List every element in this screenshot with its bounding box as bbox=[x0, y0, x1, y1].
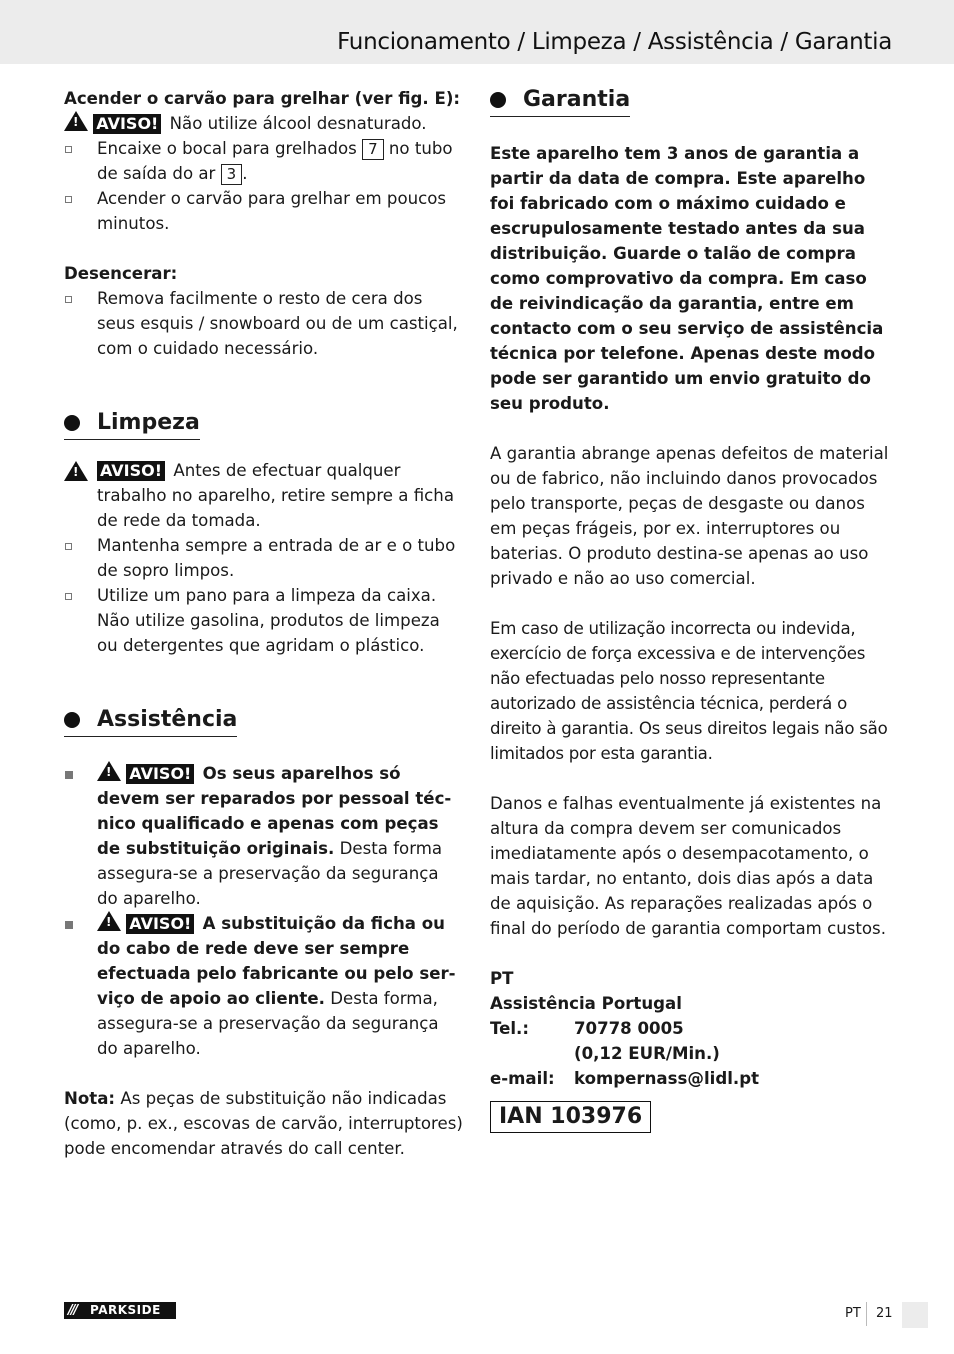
section-heading-assistencia bbox=[64, 706, 237, 737]
assistencia-item2-bold: A substituição da ficha ou do cabo de rede deve ser sempre efectuada pelo fabricante ou pelo serviço de apoio ao cliente. bbox=[97, 914, 456, 1008]
nota-text: As peças de substituição não indicadas (como, p. ex., escovas de carvão, interruptores) pode encomendar através do call center. bbox=[64, 1089, 463, 1158]
limpeza-item2-text: Utilize um pano para a limpeza da caixa. Não utilize gasolina, produtos de limpeza ou detergentes que agridam o plástico. bbox=[97, 586, 440, 655]
charcoal-step2-text: Acender o carvão para grelhar em poucos minutos. bbox=[97, 189, 447, 233]
tel-rate: (0,12 EUR/Min.) bbox=[574, 1044, 720, 1063]
garantia-para2: Em caso de utilização incorrecta ou indevida, exercício de força excessiva e de intervenções não efectuadas pelo nosso representante autorizado de assistência técnica, perderá o direito à garantia. Os seus direitos legais não são limitados por esta garantia. bbox=[490, 619, 888, 763]
dewax-heading: Desencerar: bbox=[64, 264, 178, 283]
section-title: Limpeza bbox=[97, 410, 200, 435]
checkbox-bullet-icon bbox=[65, 196, 72, 203]
garantia-para1: A garantia abrange apenas defeitos de material ou de fabrico, não incluindo danos provocados pelo transporte, peças de desgaste ou danos em peças frágeis, por ex. interruptores ou baterias. O produto destina-se apenas ao uso privado e não ao uso comercial. bbox=[490, 444, 889, 588]
charcoal-step1-text-c: . bbox=[242, 164, 248, 183]
contact-service: Assistência Portugal bbox=[490, 994, 682, 1013]
warning-triangle-icon bbox=[64, 461, 88, 481]
contact-email-row bbox=[490, 1066, 894, 1091]
footer-tab-marker bbox=[902, 1302, 928, 1328]
list-item bbox=[64, 186, 464, 236]
charcoal-step1-text-b: no tubo de saída do ar bbox=[97, 139, 453, 183]
dewax-item-text: Remova facilmente o resto de cera dos seus esquis / snowboard ou de um castiçal, com o cuidado necessário. bbox=[97, 289, 458, 358]
assistencia-item1-text: Desta forma assegura-se a preservação da segurança do aparelho. bbox=[97, 839, 443, 908]
checkbox-bullet-icon bbox=[65, 593, 72, 600]
limpeza-warning-text: Antes de efectuar qualquer trabalho no aparelho, retire sempre a ficha de rede da tomada. bbox=[97, 461, 454, 530]
list-item bbox=[64, 286, 464, 361]
warning-triangle-icon bbox=[97, 761, 121, 781]
warning-label: AVISO! bbox=[97, 461, 165, 481]
charcoal-step1-text-a: Encaixe o bocal para grelhados bbox=[97, 139, 357, 158]
bullet-dot-icon bbox=[490, 92, 506, 108]
logo-slashes-icon: /// bbox=[68, 1303, 77, 1318]
warning-label: AVISO! bbox=[93, 114, 161, 134]
warning-label: AVISO! bbox=[126, 764, 194, 784]
section-heading-garantia bbox=[490, 86, 630, 117]
nota-paragraph bbox=[64, 1086, 464, 1161]
page-header-title: Funcionamento / Limpeza / Assistência / Garantia bbox=[337, 29, 892, 55]
contact-country: PT bbox=[490, 969, 514, 988]
bullet-dot-icon bbox=[64, 415, 80, 431]
charcoal-warning bbox=[64, 111, 464, 136]
filled-square-bullet-icon bbox=[65, 771, 73, 779]
figure-ref-7: 7 bbox=[362, 139, 384, 160]
contact-rate-row bbox=[490, 1041, 894, 1066]
garantia-para3: Danos e falhas eventualmente já existentes na altura da compra devem ser comunicados imediatamente após o desempacotamento, o mais tardar, no entanto, dois dias após a data de aquisição. As reparações realizadas após o final do período de garantia comportam custos. bbox=[490, 794, 886, 938]
right-column bbox=[490, 86, 894, 1133]
nota-label: Nota: bbox=[64, 1089, 116, 1108]
list-item bbox=[64, 533, 464, 583]
list-item bbox=[64, 136, 464, 186]
checkbox-bullet-icon bbox=[65, 543, 72, 550]
section-title: Garantia bbox=[523, 87, 631, 112]
email-label: e-mail: bbox=[490, 1069, 555, 1088]
list-item bbox=[64, 911, 464, 1061]
warning-label: AVISO! bbox=[126, 914, 194, 934]
footer-divider bbox=[866, 1302, 867, 1326]
filled-square-bullet-icon bbox=[65, 921, 73, 929]
list-item bbox=[64, 761, 464, 911]
assistencia-item2-text: Desta forma, assegura-se a preservação da segurança do aparelho. bbox=[97, 989, 439, 1058]
list-item bbox=[64, 583, 464, 658]
section-title: Assistência bbox=[97, 707, 238, 732]
checkbox-bullet-icon bbox=[65, 296, 72, 303]
section-heading-limpeza bbox=[64, 409, 200, 440]
charcoal-heading: Acender o carvão para grelhar (ver fig. E): bbox=[64, 89, 461, 108]
tel-label: Tel.: bbox=[490, 1019, 529, 1038]
assistencia-item1-bold: Os seus aparelhos só devem ser reparados por pessoal técnico qualificado e apenas com peças de substituição originais. bbox=[97, 764, 452, 858]
left-column bbox=[64, 86, 464, 1161]
parkside-logo bbox=[64, 1302, 176, 1319]
limpeza-warning bbox=[64, 458, 464, 533]
email-value[interactable]: kompernass@lidl.pt bbox=[574, 1069, 760, 1088]
checkbox-bullet-icon bbox=[65, 146, 72, 153]
bullet-dot-icon bbox=[64, 712, 80, 728]
garantia-intro: Este aparelho tem 3 anos de garantia a partir da data de compra. Este aparelho foi fabricado com o máximo cuidado e escrupulosamente testado antes da sua distribuição. Guarde o talão de compra como comprovativo da compra. Em caso de reivindicação da garantia, entre em contacto com o seu serviço de assistência técnica por telefone. Apenas deste modo pode ser garantido um envio gratuito do seu produto. bbox=[490, 144, 884, 413]
contact-tel-row bbox=[490, 1016, 894, 1041]
limpeza-item1-text: Mantenha sempre a entrada de ar e o tubo de sopro limpos. bbox=[97, 536, 456, 580]
footer-language: PT bbox=[845, 1306, 861, 1321]
page-number: 21 bbox=[876, 1306, 893, 1321]
logo-brand-text: PARKSIDE bbox=[90, 1303, 161, 1317]
ian-number: IAN 103976 bbox=[490, 1101, 651, 1133]
figure-ref-3: 3 bbox=[221, 164, 243, 185]
warning-triangle-icon bbox=[97, 911, 121, 931]
warning-triangle-icon bbox=[64, 111, 88, 131]
charcoal-warning-text: Não utilize álcool desnaturado. bbox=[169, 114, 427, 133]
tel-value: 70778 0005 bbox=[574, 1019, 684, 1038]
